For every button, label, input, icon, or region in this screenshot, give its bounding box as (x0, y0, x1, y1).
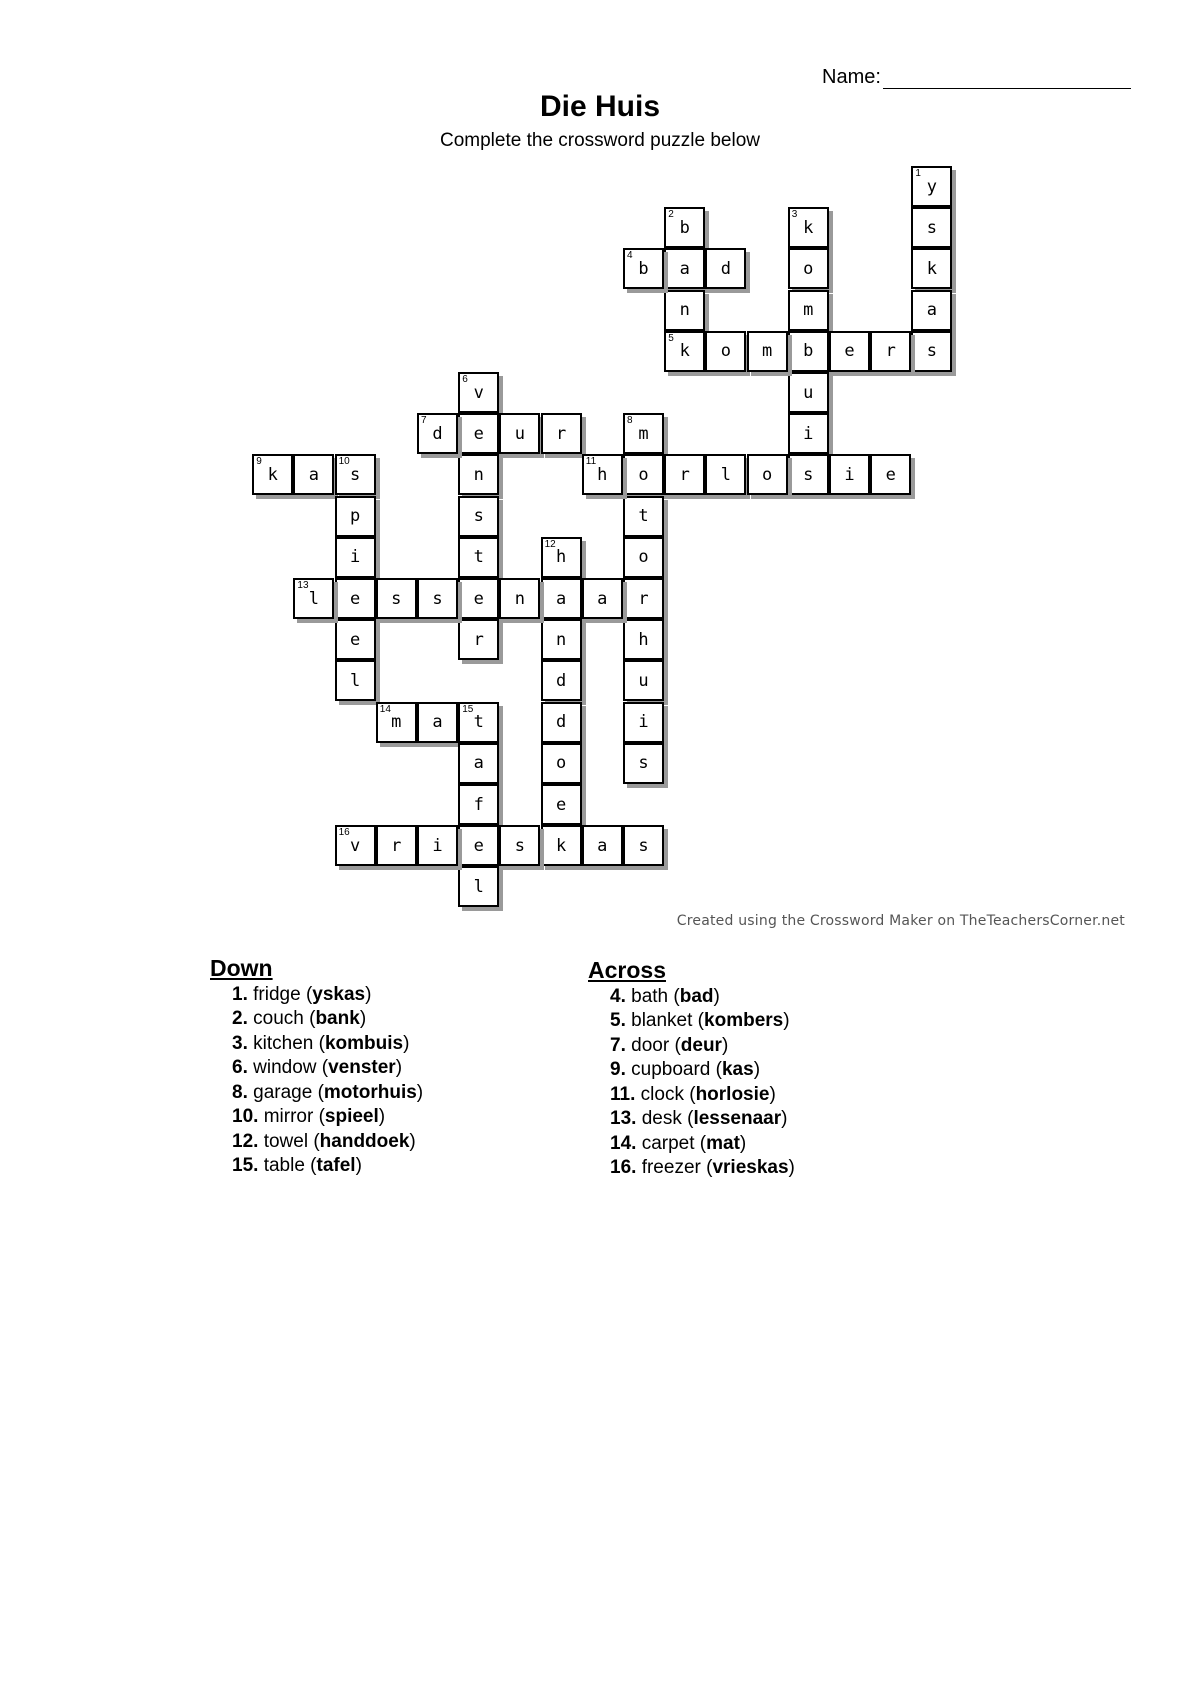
cell-letter: s (638, 835, 649, 856)
clue-item: 3. kitchen (kombuis) (232, 1032, 410, 1054)
cell-letter: o (803, 258, 814, 279)
grid-cell (458, 619, 499, 660)
clue-item-text: bath ( (625, 985, 680, 1007)
grid-cell (582, 454, 623, 495)
cell-letter: l (308, 588, 320, 609)
clue-item-text: door ( (625, 1034, 681, 1056)
cell-letter: k (803, 217, 814, 238)
clue-item-answer: kombers (704, 1010, 784, 1031)
clue-item-answer: horlosie (695, 1083, 770, 1105)
clue-item-answer: lessenaar (693, 1108, 782, 1129)
grid-cell (664, 454, 705, 495)
cell-letter: r (473, 629, 484, 650)
clue-number: 6 (462, 374, 468, 385)
grid-cell (623, 537, 664, 578)
cell-letter: r (885, 341, 896, 362)
grid-cell (582, 578, 623, 619)
cell-letter: a (555, 588, 567, 609)
grid-cell (541, 784, 582, 825)
cell-letter: i (638, 712, 649, 733)
grid-cell (788, 372, 829, 413)
grid-cell (664, 290, 705, 331)
cell-letter: r (679, 464, 690, 485)
cell-letter: d (432, 423, 443, 444)
cell-letter: h (597, 464, 608, 485)
clue-item-number: 14. (610, 1132, 637, 1154)
clue-number: 15 (462, 703, 474, 715)
cell-letter: n (514, 588, 526, 609)
clue-item-number: 1. (232, 983, 248, 1005)
grid-cell (417, 578, 458, 619)
cell-letter: h (555, 547, 567, 568)
clue-number: 10 (338, 456, 350, 468)
clue-item: 6. window (venster) (232, 1057, 403, 1078)
name-label: Name: (822, 66, 881, 88)
clue-item-answer: bank (315, 1008, 360, 1029)
clue-item: 12. towel (handdoek) (232, 1130, 416, 1152)
grid-cell (458, 825, 499, 866)
cell-letter: s (803, 464, 814, 485)
clue-number: 16 (338, 827, 350, 839)
clue-item-text: mirror ( (258, 1106, 325, 1127)
clue-item-answer: tafel (316, 1155, 356, 1176)
grid-cell (458, 784, 499, 825)
cell-letter: d (555, 712, 567, 733)
grid-cell (335, 496, 376, 537)
clue-item-number: 5. (610, 1010, 626, 1031)
cell-letter: k (926, 258, 938, 279)
grid-cell (458, 743, 499, 784)
cell-letter: e (473, 588, 484, 609)
grid-cell (541, 825, 582, 866)
across-heading: Across (588, 957, 666, 983)
clue-item-number: 7. (610, 1034, 626, 1056)
clue-item-number: 2. (232, 1008, 248, 1029)
page-title: Die Huis (539, 90, 661, 123)
grid-cell (788, 331, 829, 372)
grid-cell (623, 248, 664, 289)
grid-cell (870, 331, 911, 372)
clue-number: 8 (627, 415, 633, 427)
cell-letter: i (803, 423, 814, 444)
clue-item-text: freezer ( (636, 1157, 713, 1178)
cell-letter: b (803, 341, 814, 362)
grid-cell (829, 454, 870, 495)
cell-letter: d (555, 670, 567, 691)
clue-item-number: 6. (232, 1057, 248, 1078)
grid-cell (664, 331, 705, 372)
clue-item-number: 3. (232, 1032, 248, 1054)
clue-item-number: 16. (610, 1157, 637, 1178)
grid-cell (458, 866, 499, 907)
cell-letter: s (926, 341, 938, 362)
clue-item-answer: mat (706, 1132, 740, 1154)
cell-letter: r (555, 423, 567, 444)
grid-cell (911, 331, 952, 372)
cell-letter: a (679, 258, 690, 279)
grid-cell (499, 825, 540, 866)
grid-cell (747, 454, 788, 495)
grid-cell (252, 454, 293, 495)
cell-letter: i (844, 464, 855, 485)
clue-number: 13 (297, 580, 309, 591)
cell-letter: e (473, 835, 484, 856)
grid-cell (705, 248, 746, 289)
cell-letter: l (720, 464, 732, 485)
clue-item-number: 8. (232, 1081, 248, 1103)
cell-letter: l (473, 876, 484, 897)
clue-number: 2 (668, 209, 674, 221)
grid-cell (335, 660, 376, 701)
cell-letter: v (473, 382, 484, 403)
clue-item: 14. carpet (mat) (610, 1132, 747, 1154)
cell-letter: i (349, 547, 361, 568)
cell-letter: o (555, 753, 567, 774)
clue-number: 4 (627, 250, 633, 262)
grid-cell (911, 207, 952, 248)
across-clue-list (588, 985, 795, 1181)
down-clues (210, 956, 423, 1179)
grid-cell (458, 496, 499, 537)
cell-letter: e (349, 629, 361, 650)
grid-cell (335, 825, 376, 866)
grid-cell (541, 660, 582, 701)
clue-item-text: kitchen ( (247, 1032, 325, 1054)
cell-letter: l (349, 670, 361, 691)
cell-letter: m (391, 712, 402, 733)
clue-number: 11 (585, 456, 597, 468)
grid-cell (623, 413, 664, 454)
grid-cell (499, 578, 540, 619)
clue-item-text: fridge ( (247, 983, 313, 1005)
clue-item-text: blanket ( (625, 1010, 705, 1031)
clue-item-answer: yskas (312, 983, 366, 1005)
cell-letter: b (679, 217, 690, 238)
clue-item-answer: deur (680, 1034, 722, 1056)
clue-item-answer: venster (328, 1057, 396, 1078)
clue-item-text: desk ( (636, 1108, 694, 1129)
cell-letter: e (349, 588, 361, 609)
clue-item-number: 4. (610, 985, 626, 1007)
grid-cell (458, 413, 499, 454)
grid-cell (623, 743, 664, 784)
grid-cell (293, 578, 334, 619)
cell-letter: y (926, 176, 938, 197)
cell-letter: a (432, 712, 443, 733)
grid-cell (623, 619, 664, 660)
clue-item: 7. door (deur) (610, 1034, 729, 1056)
cell-letter: n (473, 464, 484, 485)
cell-letter: o (638, 547, 649, 568)
clue-item: 13. desk (lessenaar) (610, 1108, 788, 1129)
grid-cell (417, 413, 458, 454)
grid-cell (788, 413, 829, 454)
grid-cell (705, 331, 746, 372)
grid-cell (541, 743, 582, 784)
cell-letter: t (638, 506, 649, 527)
grid-cell (911, 166, 952, 207)
grid-cell (335, 454, 376, 495)
grid-cell (458, 537, 499, 578)
clue-item: 16. freezer (vrieskas) (610, 1157, 795, 1178)
down-heading: Down (210, 955, 273, 981)
grid-cell (458, 702, 499, 743)
cell-letter: s (391, 588, 402, 609)
clue-item-answer: handdoek (319, 1130, 410, 1152)
grid-cell (788, 454, 829, 495)
cell-letter: k (679, 341, 690, 362)
grid-cell (541, 702, 582, 743)
clue-item-number: 12. (232, 1130, 259, 1152)
cell-letter: u (638, 670, 649, 691)
cell-letter: e (885, 464, 896, 485)
cell-letter: a (926, 300, 938, 321)
grid-cell (664, 207, 705, 248)
grid-cell (376, 578, 417, 619)
clue-item: 9. cupboard (kas) (610, 1059, 761, 1080)
cell-letter: i (432, 835, 443, 856)
clue-item: 5. blanket (kombers) (610, 1010, 790, 1031)
cell-letter: p (349, 506, 361, 527)
clue-number: 3 (791, 209, 798, 221)
cell-letter: r (391, 835, 402, 856)
clue-item: 1. fridge (yskas) (232, 983, 372, 1005)
cell-letter: u (803, 382, 814, 403)
clue-item: 11. clock (horlosie) (610, 1083, 776, 1105)
grid-cell (541, 413, 582, 454)
cell-letter: k (267, 464, 278, 485)
cell-letter: t (473, 547, 484, 568)
clue-item: 10. mirror (spieel) (232, 1106, 386, 1127)
cell-letter: o (720, 341, 732, 362)
clue-number: 14 (379, 703, 391, 715)
clue-item-answer: vrieskas (712, 1157, 789, 1178)
cell-letter: n (679, 300, 690, 321)
grid-cell (788, 248, 829, 289)
cell-letter: e (844, 341, 855, 362)
clue-item: 2. couch (bank) (232, 1008, 367, 1029)
cell-letter: a (473, 753, 484, 774)
grid-cell (747, 331, 788, 372)
cell-letter: m (761, 341, 773, 362)
clue-item-number: 10. (232, 1106, 259, 1127)
grid-cell (788, 207, 829, 248)
clue-item-answer: motorhuis (323, 1081, 417, 1103)
cell-letter: s (349, 464, 361, 485)
grid-cell (911, 290, 952, 331)
cell-letter: r (638, 588, 649, 609)
cell-letter: s (473, 506, 484, 527)
grid-cell (335, 578, 376, 619)
grid-cell (870, 454, 911, 495)
clue-item: 4. bath (bad) (610, 985, 720, 1007)
clue-item-text: window ( (247, 1057, 329, 1078)
grid-cell (458, 454, 499, 495)
grid-cell (293, 454, 334, 495)
grid-cell (705, 454, 746, 495)
cell-letter: h (638, 629, 649, 650)
clue-item-text: towel ( (258, 1130, 320, 1152)
grid-cell (541, 619, 582, 660)
clue-number: 12 (544, 538, 556, 550)
clue-number: 5 (668, 332, 674, 344)
clue-item-number: 13. (610, 1108, 637, 1129)
clue-item-answer: bad (679, 985, 714, 1007)
grid-cell (623, 702, 664, 743)
grid-cell (623, 825, 664, 866)
grid-cell (541, 537, 582, 578)
clue-item-number: 11. (610, 1083, 636, 1105)
cell-letter: f (473, 794, 484, 815)
clue-item-answer: spieel (324, 1106, 379, 1127)
clue-item-answer: kombuis (324, 1032, 404, 1054)
clue-item-number: 9. (610, 1059, 626, 1080)
clue-item-text: cupboard ( (625, 1059, 722, 1080)
cell-letter: s (432, 588, 443, 609)
grid-cell (911, 248, 952, 289)
cell-letter: t (473, 712, 484, 733)
clue-number: 9 (256, 456, 262, 468)
clue-item-number: 15. (232, 1155, 259, 1176)
grid-cell (541, 578, 582, 619)
down-clue-list (210, 983, 423, 1179)
clue-item-text: carpet ( (636, 1132, 707, 1154)
grid-cell (376, 702, 417, 743)
grid-cell (623, 578, 664, 619)
cell-letter: m (803, 300, 814, 321)
cell-letter: u (514, 423, 526, 444)
clue-item-answer: kas (721, 1059, 754, 1080)
clue-item-text: table ( (258, 1155, 317, 1176)
page-subtitle: Complete the crossword puzzle below (440, 130, 760, 151)
grid-cell (376, 825, 417, 866)
grid-cell (582, 825, 623, 866)
cell-letter: d (720, 258, 732, 279)
cell-letter: m (638, 423, 649, 444)
grid-cell (499, 413, 540, 454)
cell-letter: a (597, 835, 608, 856)
grid-cell (623, 454, 664, 495)
clue-item-text: clock ( (635, 1083, 696, 1105)
clue-item: 15. table (tafel) (232, 1155, 362, 1176)
across-clues (588, 958, 795, 1181)
cell-letter: b (638, 258, 649, 279)
grid-cell (458, 372, 499, 413)
grid-cell (335, 537, 376, 578)
cell-letter: o (638, 464, 649, 485)
cell-letter: e (473, 423, 484, 444)
grid-cell (458, 578, 499, 619)
cell-letter: a (308, 464, 320, 485)
grid-cell (417, 702, 458, 743)
cell-letter: s (926, 217, 938, 238)
credit-text: Created using the Crossword Maker on TheTeachersCorner.net (676, 913, 1125, 929)
grid-cell (664, 248, 705, 289)
cell-letter: s (514, 835, 526, 856)
clue-item-text: couch ( (247, 1008, 316, 1029)
grid-cell (829, 331, 870, 372)
grid-cell (788, 290, 829, 331)
grid-cell (623, 660, 664, 701)
cell-letter: a (597, 588, 608, 609)
cell-letter: e (555, 794, 567, 815)
grid-cell (417, 825, 458, 866)
clue-item: 8. garage (motorhuis) (232, 1081, 424, 1103)
grid-cell (623, 496, 664, 537)
cell-letter: v (349, 835, 361, 856)
clue-number: 1 (915, 168, 921, 179)
clue-number: 7 (421, 415, 427, 427)
cell-letter: o (761, 464, 773, 485)
grid-cell (335, 619, 376, 660)
cell-letter: n (555, 629, 567, 650)
cell-letter: k (555, 835, 567, 856)
cell-letter: s (638, 753, 649, 774)
clue-item-text: garage ( (247, 1081, 324, 1103)
